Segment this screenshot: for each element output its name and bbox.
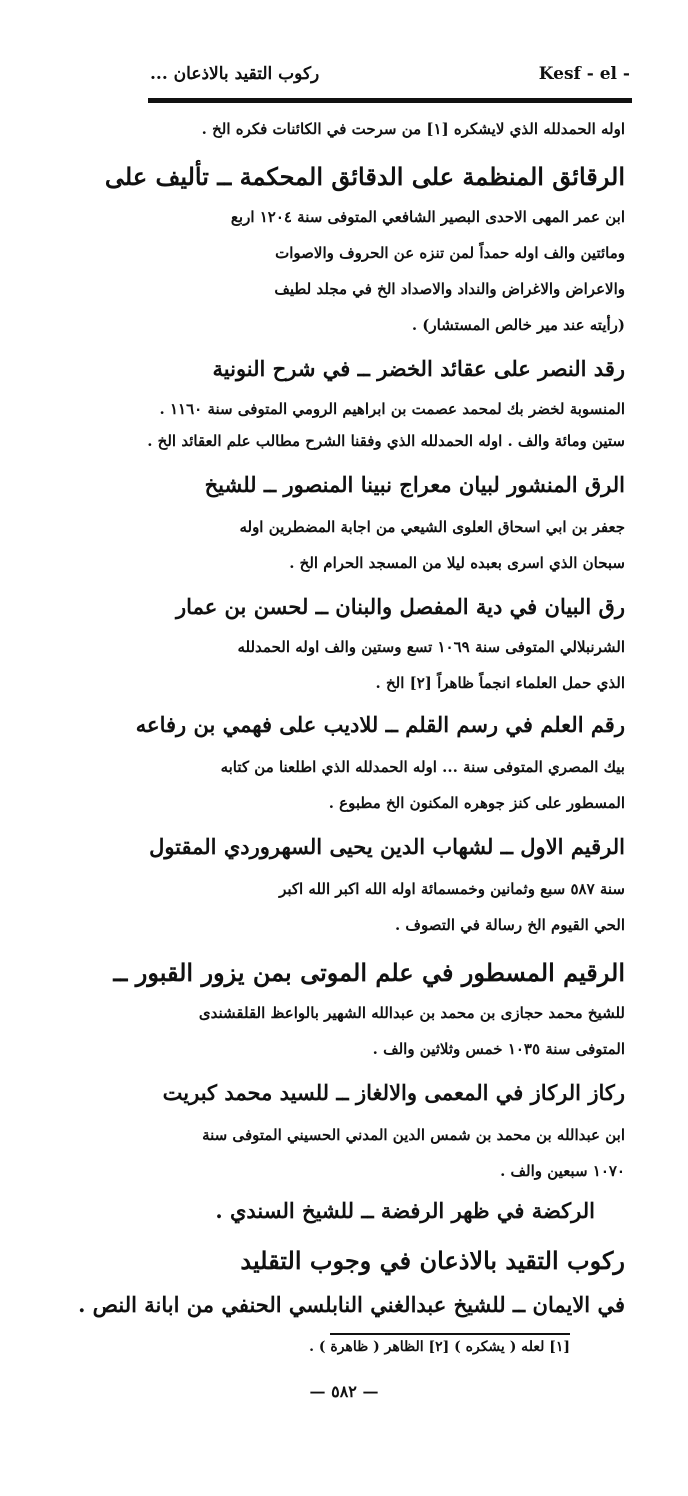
entry-heading: الرق المنشور لبيان معراج نبينا المنصور ــ للشيخ bbox=[204, 472, 625, 497]
text-line: بيك المصري المتوفى سنة ... اوله الحمدلله الذي اطلعنا من كتابه bbox=[220, 758, 625, 776]
entry-heading: الرقيم الاول ــ لشهاب الدين يحيى السهروردي المقتول bbox=[149, 834, 625, 859]
text-line: ومائتين والف اوله حمداً لمن تنزه عن الحروف والاصوات bbox=[275, 244, 625, 262]
text-line: (رأيته عند مير خالص المستشار) . bbox=[411, 316, 625, 334]
entry-heading: الرقائق المنظمة على الدقائق المحكمة ــ تأليف على bbox=[104, 162, 625, 191]
footnote-rule bbox=[330, 1333, 570, 1335]
latin-title: Kesf - el - bbox=[538, 64, 630, 84]
entry-heading: رق البيان في دية المفصل والبنان ــ لحسن بن عمار bbox=[176, 594, 625, 619]
text-line: الذي حمل العلماء انجماً ظاهراً [٢] الخ . bbox=[375, 674, 625, 692]
text-line: جعفر بن ابي اسحاق العلوى الشيعي من اجابة المضطرين اوله bbox=[239, 518, 625, 536]
text-line: المنسوبة لخضر بك لمحمد عصمت بن ابراهيم الرومي المتوفى سنة ١١٦٠ . bbox=[159, 400, 625, 418]
running-header bbox=[150, 58, 630, 94]
entry-heading: رقد النصر على عقائد الخضر ــ في شرح النونية bbox=[212, 356, 625, 381]
running-title: ركوب التقيد بالاذعان ... bbox=[150, 64, 320, 84]
entry-heading: ركاز الركاز في المعمى والالغاز ــ للسيد محمد كبريت bbox=[162, 1080, 625, 1105]
header-rule bbox=[148, 98, 632, 103]
text-line: ١٠٧٠ سبعين والف . bbox=[500, 1162, 625, 1180]
text-line: سنة ٥٨٧ سبع وثمانين وخمسمائة اوله الله اكبر الله اكبر bbox=[279, 880, 625, 898]
entry-heading: رقم العلم في رسم القلم ــ للاديب على فهمي بن رفاعه bbox=[135, 712, 625, 737]
text-line: المتوفى سنة ١٠٣٥ خمس وثلاثين والف . bbox=[372, 1040, 625, 1058]
footnote: [١] لعله ( يشكره ) [٢] الظاهر ( ظاهرة ) . bbox=[309, 1339, 570, 1355]
text-line: الشرنبلالي المتوفى سنة ١٠٦٩ تسع وستين والف اوله الحمدلله bbox=[237, 638, 625, 656]
text-line: للشيخ محمد حجازى بن محمد بن عبدالله الشهير بالواعظ القلقشندى bbox=[198, 1004, 625, 1022]
text-line: الحي القيوم الخ رسالة في التصوف . bbox=[394, 916, 625, 934]
text-line: والاعراض والاغراض والنداد والاصداد الخ في مجلد لطيف bbox=[274, 280, 625, 298]
text-line: المسطور على كنز جوهره المكنون الخ مطبوع . bbox=[328, 794, 625, 812]
entry-heading: ركوب التقيد بالاذعان في وجوب التقليد bbox=[240, 1246, 625, 1275]
text-line: ابن عمر المهى الاحدى البصير الشافعي المتوفى سنة ١٢٠٤ اربع bbox=[230, 208, 625, 226]
text-line: في الايمان ــ للشيخ عبدالغني النابلسي الحنفي من ابانة النص . bbox=[78, 1292, 625, 1317]
entry-heading: الركضة في ظهر الرفضة ــ للشيخ السندي . bbox=[215, 1198, 595, 1223]
text-line: اوله الحمدلله الذي لايشكره [١] من سرحت في الكائنات فكره الخ . bbox=[201, 120, 625, 138]
page-number: — ٥٨٢ — bbox=[309, 1382, 379, 1401]
text-line: سبحان الذي اسرى بعبده ليلا من المسجد الحرام الخ . bbox=[289, 554, 625, 572]
entry-heading: الرقيم المسطور في علم الموتى بمن يزور القبور ــ bbox=[113, 958, 625, 987]
text-line: ابن عبدالله بن محمد بن شمس الدين المدني الحسيني المتوفى سنة bbox=[202, 1126, 625, 1144]
text-line: ستين ومائة والف . اوله الحمدلله الذي وفقنا الشرح مطالب علم العقائد الخ . bbox=[147, 432, 625, 450]
